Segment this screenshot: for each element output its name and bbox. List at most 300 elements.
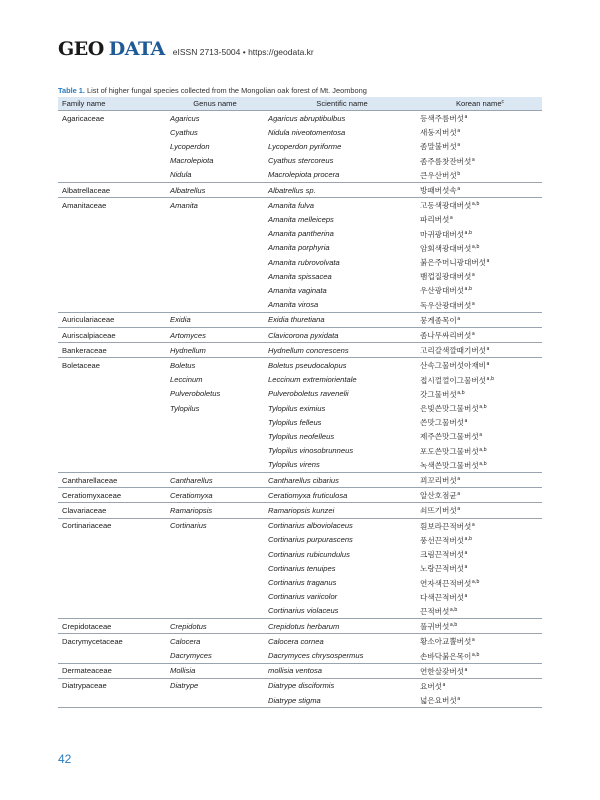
genus-cell: Tylopilus — [170, 403, 200, 413]
family-cell: Cortinariaceae — [58, 518, 164, 533]
table-row — [58, 634, 542, 649]
korean-source-note: a — [457, 316, 461, 322]
korean-cell — [418, 154, 542, 168]
table-row — [58, 678, 542, 693]
scientific-cell: Agaricus abruptibulbus — [266, 111, 418, 126]
table-header-row — [58, 97, 542, 111]
korean-name: 뭉게좀목이 — [420, 315, 457, 325]
korean-cell — [418, 590, 542, 604]
genus-cell: Cortinarius — [164, 518, 266, 533]
fungi-table — [58, 97, 542, 708]
korean-cell — [418, 488, 542, 503]
family-cell — [58, 429, 164, 443]
table-row — [58, 358, 542, 373]
genus-cell — [164, 415, 266, 429]
family-cell — [58, 561, 164, 575]
family-cell — [58, 212, 164, 226]
korean-cell — [418, 678, 542, 693]
table-row — [58, 255, 542, 269]
korean-cell — [418, 634, 542, 649]
korean-cell — [418, 533, 542, 547]
family-cell — [58, 227, 164, 241]
table-row — [58, 212, 542, 226]
korean-name: 손바닥붉은목이 — [420, 651, 472, 661]
korean-name: 녹색쓴맛그물버섯 — [420, 460, 479, 470]
genus-cell — [164, 547, 266, 561]
korean-source-note: a — [479, 433, 483, 439]
korean-source-note: a — [457, 492, 461, 498]
korean-name: 연한살갗버섯 — [420, 666, 465, 676]
korean-name: 연자색끈적버섯 — [420, 578, 472, 588]
genus-cell: Hydnellum — [164, 343, 266, 358]
genus-cell — [164, 458, 266, 473]
korean-cell — [418, 401, 542, 415]
korean-name: 갓그물버섯 — [420, 389, 457, 399]
korean-name: 마귀광대버섯 — [420, 229, 465, 239]
genus-cell: Crepidotus — [164, 619, 266, 634]
korean-name: 포도쓴맛그물버섯 — [420, 446, 479, 456]
table-row — [58, 168, 542, 183]
korean-name: 알산호점균 — [420, 491, 457, 501]
header-korean-label: Korean name — [455, 99, 502, 108]
table-row — [58, 576, 542, 590]
scientific-cell: Amanita melleiceps — [268, 214, 334, 224]
korean-cell — [418, 358, 542, 373]
genus-cell: Cantharellus — [164, 473, 266, 488]
family-cell: Diatrypaceae — [58, 678, 164, 693]
korean-source-note: a — [457, 143, 461, 149]
korean-source-note: a,b — [464, 287, 473, 293]
scientific-cell: Cortinarius alboviolaceus — [266, 518, 418, 533]
family-cell — [58, 401, 164, 415]
scientific-cell: Cortinarius variicolor — [268, 592, 338, 602]
genus-cell — [164, 561, 266, 575]
korean-source-note: a — [457, 477, 461, 483]
korean-name: 우산광대버섯 — [420, 286, 465, 296]
family-cell: Dermateaceae — [58, 663, 164, 678]
family-cell — [58, 125, 164, 139]
korean-source-note: a,b — [464, 230, 473, 236]
family-cell — [58, 168, 164, 183]
table-row — [58, 283, 542, 297]
korean-cell — [418, 125, 542, 139]
korean-name: 방패버섯속 — [420, 186, 457, 196]
korean-name: 고동색광대버섯 — [420, 201, 472, 211]
korean-cell — [418, 576, 542, 590]
family-cell: Ceratiomyxaceae — [58, 488, 164, 503]
family-cell — [58, 241, 164, 255]
family-cell — [58, 590, 164, 604]
korean-source-note: a — [464, 551, 468, 557]
table-row — [58, 154, 542, 168]
scientific-cell: Pulveroboletus ravenelii — [268, 389, 349, 399]
korean-cell — [418, 415, 542, 429]
scientific-cell: Clavicorona pyxidata — [266, 328, 418, 343]
korean-cell — [418, 241, 542, 255]
korean-cell — [418, 387, 542, 401]
korean-name: 풀귀버섯 — [420, 622, 450, 632]
genus-cell — [164, 590, 266, 604]
korean-source-note: a — [457, 187, 461, 193]
family-cell — [58, 693, 164, 708]
korean-cell — [418, 663, 542, 678]
korean-source-note: a — [486, 347, 490, 353]
korean-name: 넓은요버섯 — [420, 696, 457, 706]
korean-name: 좀말불버섯 — [420, 142, 457, 152]
family-cell: Bankeraceae — [58, 343, 164, 358]
table-row — [58, 473, 542, 488]
scientific-cell: Albatrellus sp. — [266, 183, 418, 198]
korean-cell — [418, 503, 542, 518]
korean-cell — [418, 111, 542, 126]
korean-source-note: a,b — [457, 390, 465, 396]
scientific-cell: Macrolepiota procera — [268, 170, 340, 180]
korean-source-note: a — [449, 216, 453, 222]
header-scientific: Scientific name — [266, 97, 418, 111]
genus-cell — [164, 576, 266, 590]
scientific-cell: Amanita porphyria — [268, 243, 330, 253]
korean-cell — [418, 547, 542, 561]
korean-source-note: a,b — [479, 405, 487, 411]
scientific-cell: Exidia thuretiana — [266, 312, 418, 327]
table-row — [58, 269, 542, 283]
scientific-cell: Calocera cornea — [266, 634, 418, 649]
table-row — [58, 444, 542, 458]
family-cell — [58, 139, 164, 153]
table-row — [58, 547, 542, 561]
korean-name: 붉은주머니광대버섯 — [420, 258, 487, 268]
journal-header — [58, 38, 314, 60]
korean-name: 뱀껍질광대버섯 — [420, 272, 472, 282]
scientific-cell: Cantharellus cibarius — [266, 473, 418, 488]
family-cell — [58, 255, 164, 269]
genus-cell: Exidia — [164, 312, 266, 327]
korean-cell — [418, 227, 542, 241]
korean-cell — [418, 649, 542, 664]
korean-cell — [418, 298, 542, 313]
table-row — [58, 111, 542, 126]
scientific-cell: Amanita rubrovolvata — [268, 257, 340, 267]
table-row — [58, 693, 542, 708]
genus-cell: Artomyces — [164, 328, 266, 343]
scientific-cell: Crepidotus herbarum — [266, 619, 418, 634]
korean-source-note: a — [457, 129, 461, 135]
korean-source-note: a — [471, 522, 475, 528]
korean-cell — [418, 198, 542, 213]
korean-source-note: a,b — [471, 652, 480, 658]
table-row — [58, 604, 542, 619]
scientific-cell: Ramariopsis kunzei — [266, 503, 418, 518]
family-cell — [58, 298, 164, 313]
korean-name: 등색주름버섯 — [420, 114, 465, 123]
family-cell: Amanitaceae — [58, 198, 164, 213]
genus-cell — [164, 444, 266, 458]
scientific-cell: Amanita virosa — [268, 300, 319, 310]
family-cell — [58, 373, 164, 387]
family-cell — [58, 533, 164, 547]
scientific-cell: Tylopilus virens — [268, 460, 320, 470]
korean-source-note: a — [464, 115, 468, 120]
korean-source-note: a,b — [486, 376, 495, 382]
scientific-cell: Hydnellum concrescens — [266, 343, 418, 358]
table-row — [58, 183, 542, 198]
korean-name: 풍선끈적버섯 — [420, 535, 465, 545]
korean-cell — [418, 168, 542, 183]
korean-cell — [418, 373, 542, 387]
scientific-cell: Tylopilus vinosobrunneus — [268, 446, 354, 456]
family-cell — [58, 444, 164, 458]
family-cell: Dacrymycetaceae — [58, 634, 164, 649]
korean-cell — [418, 183, 542, 198]
korean-cell — [418, 255, 542, 269]
korean-name: 제주쓴맛그물버섯 — [420, 432, 479, 442]
korean-source-note: a,b — [479, 447, 487, 453]
korean-name: 큰우산버섯 — [420, 170, 457, 180]
korean-source-note: a — [486, 362, 490, 368]
korean-cell — [418, 619, 542, 634]
korean-name: 끈적버섯 — [420, 606, 450, 616]
scientific-cell: Cyathus stercoreus — [268, 156, 334, 166]
genus-cell: Diatrype — [164, 678, 266, 693]
korean-cell — [418, 139, 542, 153]
genus-cell: Dacrymyces — [170, 651, 212, 661]
korean-cell — [418, 312, 542, 327]
table-row — [58, 518, 542, 533]
table-row — [58, 663, 542, 678]
korean-source-note: a — [471, 638, 475, 644]
korean-source-note: a — [471, 332, 475, 338]
scientific-cell: Tylopilus felleus — [268, 417, 322, 427]
korean-source-note: a,b — [464, 536, 473, 542]
korean-name: 노랑끈적버섯 — [420, 564, 465, 574]
family-cell — [58, 387, 164, 401]
genus-cell: Mollisia — [164, 663, 266, 678]
korean-cell — [418, 328, 542, 343]
table-row — [58, 533, 542, 547]
korean-source-note: a — [471, 273, 475, 279]
genus-cell: Boletus — [164, 358, 266, 373]
table-row — [58, 619, 542, 634]
journal-logo — [58, 38, 165, 60]
family-cell — [58, 269, 164, 283]
korean-name: 새둥지버섯 — [420, 128, 457, 138]
family-cell — [58, 649, 164, 664]
genus-cell — [164, 429, 266, 443]
scientific-cell: Amanita spissacea — [268, 271, 332, 281]
page-number: 42 — [58, 752, 72, 766]
genus-cell — [164, 693, 266, 708]
scientific-cell: Dacrymyces chrysospermus — [268, 651, 364, 661]
korean-name: 꾀꼬리버섯 — [420, 476, 457, 486]
korean-name: 은빛쓴맛그물버섯 — [420, 404, 479, 414]
header-family: Family name — [58, 97, 164, 111]
korean-name: 쓴맛그물버섯 — [420, 418, 465, 428]
table-row — [58, 241, 542, 255]
korean-cell — [418, 473, 542, 488]
logo-geo: GEO — [58, 38, 104, 60]
scientific-cell: Tylopilus neofelleus — [268, 431, 335, 441]
korean-source-note: a,b — [471, 579, 480, 585]
korean-source-note: a — [464, 593, 468, 599]
korean-cell — [418, 343, 542, 358]
korean-name: 접시껄껄이그물버섯 — [420, 375, 487, 385]
family-cell — [58, 415, 164, 429]
scientific-cell: Cortinarius purpurascens — [268, 535, 353, 545]
korean-source-note: b — [457, 171, 461, 177]
korean-cell — [418, 693, 542, 708]
family-cell — [58, 458, 164, 473]
table-row — [58, 649, 542, 664]
family-cell: Albatrellaceae — [58, 183, 164, 198]
scientific-cell: Cortinarius tenuipes — [268, 563, 336, 573]
genus-cell — [164, 298, 266, 313]
table-row — [58, 125, 542, 139]
korean-source-note: a — [471, 301, 475, 307]
korean-name: 좀주름찻잔버섯 — [420, 156, 472, 166]
korean-name: 흰보라끈적버섯 — [420, 521, 472, 531]
genus-cell — [164, 212, 266, 226]
scientific-cell: Diatrype disciformis — [266, 678, 418, 693]
korean-name: 요버섯 — [420, 681, 443, 691]
table-row — [58, 503, 542, 518]
genus-cell: Cyathus — [170, 127, 198, 137]
genus-cell: Albatrellus — [164, 183, 266, 198]
scientific-cell: Nidula niveotomentosa — [268, 127, 346, 137]
korean-source-note: a — [457, 697, 461, 703]
scientific-cell: Lycoperdon pyriforme — [268, 141, 342, 151]
table-row — [58, 488, 542, 503]
table-row — [58, 458, 542, 473]
scientific-cell: mollisia ventosa — [266, 663, 418, 678]
korean-name: 황소아교뿔버섯 — [420, 637, 472, 647]
korean-name: 독우산광대버섯 — [420, 300, 472, 310]
table-row — [58, 429, 542, 443]
table-row — [58, 387, 542, 401]
scientific-cell: Cortinarius violaceus — [268, 606, 339, 616]
table-caption — [58, 86, 367, 95]
korean-cell — [418, 269, 542, 283]
scientific-cell: Boletus pseudocalopus — [266, 358, 418, 373]
korean-source-note: a,b — [471, 202, 480, 208]
family-cell: Auriscalpiaceae — [58, 328, 164, 343]
family-cell — [58, 547, 164, 561]
korean-cell — [418, 283, 542, 297]
genus-cell: Agaricus — [164, 111, 266, 126]
table-row — [58, 198, 542, 213]
genus-cell — [164, 533, 266, 547]
scientific-cell: Tylopilus eximius — [268, 403, 326, 413]
header-genus: Genus name — [164, 97, 266, 111]
genus-cell — [164, 604, 266, 619]
genus-cell: Amanita — [164, 198, 266, 213]
genus-cell — [164, 241, 266, 255]
header-korean — [418, 97, 542, 111]
korean-source-note: a — [464, 667, 468, 673]
header-korean-note: c — [501, 99, 505, 105]
family-cell: Crepidotaceae — [58, 619, 164, 634]
korean-cell — [418, 444, 542, 458]
genus-cell: Calocera — [164, 634, 266, 649]
korean-name: 산속그물버섯아재비 — [420, 361, 487, 371]
korean-source-note: a,b — [471, 244, 480, 250]
genus-cell: Leccinum — [170, 375, 203, 385]
genus-cell — [164, 283, 266, 297]
korean-name: 좀나무싸리버섯 — [420, 331, 472, 341]
korean-name: 파리버섯 — [420, 215, 450, 225]
table-row — [58, 373, 542, 387]
korean-cell — [418, 458, 542, 473]
korean-source-note: a — [471, 157, 475, 163]
korean-name: 크림끈적버섯 — [420, 550, 465, 560]
korean-source-note: a,b — [479, 461, 487, 467]
family-cell: Boletaceae — [58, 358, 164, 373]
korean-cell — [418, 429, 542, 443]
logo-data: DATA — [108, 38, 165, 60]
family-cell: Auriculariaceae — [58, 312, 164, 327]
family-cell — [58, 154, 164, 168]
scientific-cell: Ceratiomyxa fruticulosa — [266, 488, 418, 503]
korean-source-note: a — [464, 565, 468, 571]
korean-name: 쇠뜨기버섯 — [420, 506, 457, 516]
table-row — [58, 139, 542, 153]
korean-name: 다색끈적버섯 — [420, 592, 465, 602]
korean-source-note: a — [457, 507, 461, 513]
genus-cell: Nidula — [170, 170, 192, 180]
table-row — [58, 415, 542, 429]
korean-source-note: a,b — [449, 607, 458, 613]
korean-cell — [418, 212, 542, 226]
genus-cell: Ceratiomyxa — [164, 488, 266, 503]
scientific-cell: Amanita pantherina — [268, 229, 334, 239]
table-row — [58, 590, 542, 604]
table-row — [58, 298, 542, 313]
table-row — [58, 343, 542, 358]
genus-cell: Ramariopsis — [164, 503, 266, 518]
genus-cell — [164, 227, 266, 241]
korean-cell — [418, 561, 542, 575]
table-row — [58, 328, 542, 343]
scientific-cell: Amanita vaginata — [268, 285, 327, 295]
family-cell — [58, 576, 164, 590]
family-cell — [58, 604, 164, 619]
family-cell: Clavariaceae — [58, 503, 164, 518]
family-cell: Cantharellaceae — [58, 473, 164, 488]
family-cell — [58, 283, 164, 297]
table-row — [58, 401, 542, 415]
scientific-cell: Cortinarius traganus — [268, 578, 337, 587]
caption-text: List of higher fungal species collected from the Mongolian oak forest of Mt. Jeombong — [84, 86, 367, 95]
scientific-cell: Leccinum extremiorientale — [268, 375, 357, 385]
scientific-cell: Amanita fulva — [266, 198, 418, 213]
scientific-cell: Diatrype stigma — [266, 693, 418, 708]
genus-cell — [164, 269, 266, 283]
genus-cell — [164, 255, 266, 269]
table-row — [58, 312, 542, 327]
caption-label: Table 1. — [58, 86, 85, 95]
scientific-cell: Cortinarius rubicundulus — [268, 549, 350, 559]
korean-cell — [418, 604, 542, 619]
genus-cell: Lycoperdon — [170, 141, 210, 151]
genus-cell: Macrolepiota — [170, 156, 214, 166]
korean-source-note: a — [486, 259, 490, 265]
issn-text: eISSN 2713-5004 • https://geodata.kr — [172, 47, 314, 57]
korean-name: 고리갈색깔때기버섯 — [420, 346, 487, 356]
korean-source-note: a,b — [449, 623, 458, 629]
table-row — [58, 561, 542, 575]
korean-source-note: a — [442, 682, 446, 688]
family-cell: Agaricaceae — [58, 111, 164, 126]
table-body — [58, 111, 542, 708]
